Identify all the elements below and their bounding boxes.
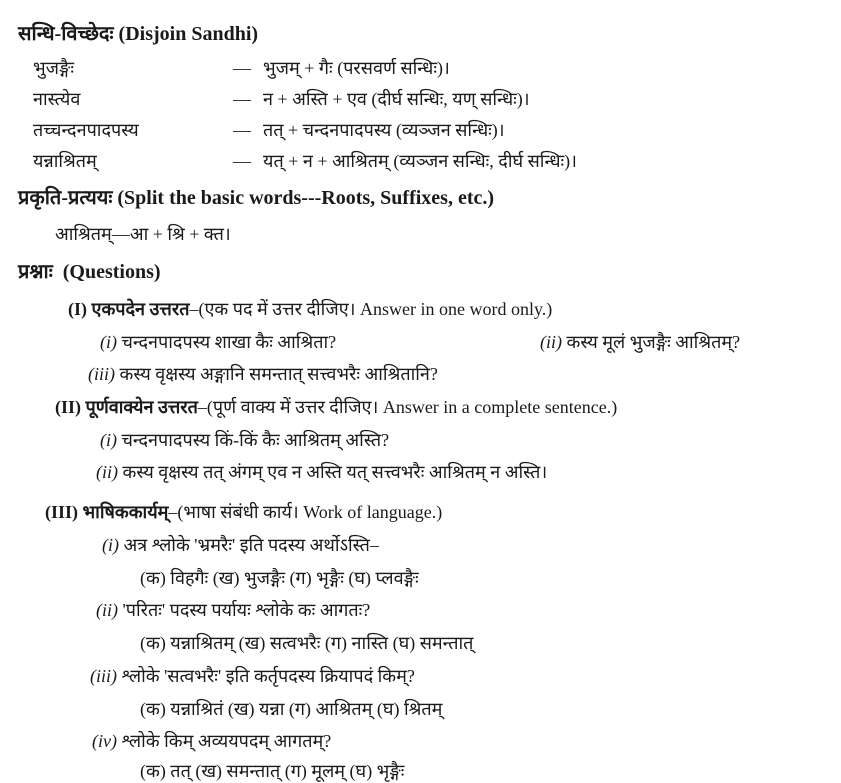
- item-number: (iii): [88, 364, 115, 384]
- item-text: कस्य मूलं भुजङ्गैः आश्रितम्?: [566, 332, 741, 352]
- item-number: (i): [100, 430, 117, 450]
- question-item: [540, 330, 740, 354]
- section-number: (II): [55, 397, 81, 417]
- sandhi-split: न + अस्ति + एव (दीर्घ सन्धिः, यण् सन्धिः)।: [263, 89, 530, 109]
- questions-heading-hi: प्रश्नाः: [18, 261, 53, 283]
- section-note: –(भाषा संबंधी कार्य। Work of language.): [168, 502, 443, 522]
- section-note: –(पूर्ण वाक्य में उत्तर दीजिए। Answer in a complete sentence.): [197, 397, 618, 417]
- sandhi-word: भुजङ्गैः: [33, 58, 75, 78]
- item-text: अत्र श्लोके 'भ्रमरैः' इति पदस्य अर्थोऽस्ति–: [123, 535, 379, 555]
- sandhi-split: यत् + न + आश्रितम् (व्यञ्जन सन्धिः, दीर्घ सन्धिः)।: [263, 151, 577, 171]
- sandhi-dash: —: [233, 120, 251, 140]
- sandhi-word: तच्चन्दनपादपस्य: [33, 120, 139, 140]
- item-number: (iv): [92, 731, 117, 751]
- section-note: –(एक पद में उत्तर दीजिए। Answer in one word only.): [189, 299, 553, 319]
- item-text: चन्दनपादपस्य किं-किं कैः आश्रितम् अस्ति?: [121, 430, 390, 450]
- prakriti-heading: प्रकृति-प्रत्ययः (Split the basic words---Roots, Suffixes, etc.): [18, 187, 495, 209]
- item-text: श्लोके किम् अव्ययपदम् आगतम्?: [121, 731, 332, 751]
- prakriti-line: आश्रितम्—आ + श्रि + क्त।: [55, 224, 231, 244]
- options-line: (क) यन्नाश्रितम् (ख) सत्वभरैः (ग) नास्ति (घ) समन्तात्: [140, 633, 474, 653]
- sandhi-row: [33, 56, 833, 80]
- question-item: [96, 460, 547, 484]
- sandhi-word: नास्त्येव: [33, 89, 81, 109]
- question-item: [90, 664, 415, 688]
- sandhi-split: तत् + चन्दनपादपस्य (व्यञ्जन सन्धिः)।: [263, 120, 505, 140]
- questions-heading: [18, 260, 161, 284]
- question-item: [88, 362, 438, 386]
- item-number: (ii): [96, 462, 118, 482]
- sandhi-split: भुजम् + गैः (परसवर्ण सन्धिः)।: [263, 58, 450, 78]
- options-line: (क) यन्नाश्रितं (ख) यन्ना (ग) आश्रितम् (घ) श्रितम्: [140, 699, 443, 719]
- section-2-heading: [55, 395, 617, 419]
- sandhi-word: यन्नाश्रितम्: [33, 151, 97, 171]
- item-text: चन्दनपादपस्य शाखा कैः आश्रिता?: [121, 332, 337, 352]
- questions-heading-en: (Questions): [62, 261, 161, 283]
- question-item: [96, 598, 370, 622]
- options-line: (क) तत् (ख) समन्तात् (ग) मूलम् (घ) भृङ्गैः: [140, 761, 405, 781]
- sandhi-heading: सन्धि-विच्छेदः (Disjoin Sandhi): [18, 23, 259, 45]
- item-number: (ii): [540, 332, 562, 352]
- options-line: (क) विहगैः (ख) भुजङ्गैः (ग) भृङ्गैः (घ) प्लवङ्गैः: [140, 568, 419, 588]
- section-number: (III): [45, 502, 79, 522]
- sandhi-dash: —: [233, 89, 251, 109]
- item-number: (i): [102, 535, 119, 555]
- question-item: [100, 428, 389, 452]
- item-text: श्लोके 'सत्वभरैः' इति कर्तृपदस्य क्रियापदं किम्?: [121, 666, 415, 686]
- sandhi-row: [33, 149, 833, 173]
- item-number: (ii): [96, 600, 118, 620]
- question-item: [100, 330, 336, 354]
- item-number: (i): [100, 332, 117, 352]
- section-title: भाषिककार्यम्: [82, 502, 169, 522]
- sandhi-dash: —: [233, 151, 251, 171]
- item-number: (iii): [90, 666, 117, 686]
- question-item: [102, 533, 379, 557]
- section-number: (I): [68, 299, 87, 319]
- section-1-heading: [68, 297, 552, 321]
- section-title: पूर्णवाक्येन उत्तरत: [85, 397, 198, 417]
- item-text: 'परितः' पदस्य पर्यायः श्लोके कः आगतः?: [122, 600, 371, 620]
- section-title: एकपदेन उत्तरत: [91, 299, 190, 319]
- section-3-heading: [45, 500, 442, 524]
- item-text: कस्य वृक्षस्य अङ्गानि समन्तात् सत्त्वभरैः आश्रितानि?: [119, 364, 438, 384]
- item-text: कस्य वृक्षस्य तत् अंगम् एव न अस्ति यत् सत्त्वभरैः आश्रितम् न अस्ति।: [122, 462, 548, 482]
- question-item: [92, 729, 331, 753]
- sandhi-dash: —: [233, 58, 251, 78]
- sandhi-row: [33, 87, 833, 111]
- sandhi-row: [33, 118, 833, 142]
